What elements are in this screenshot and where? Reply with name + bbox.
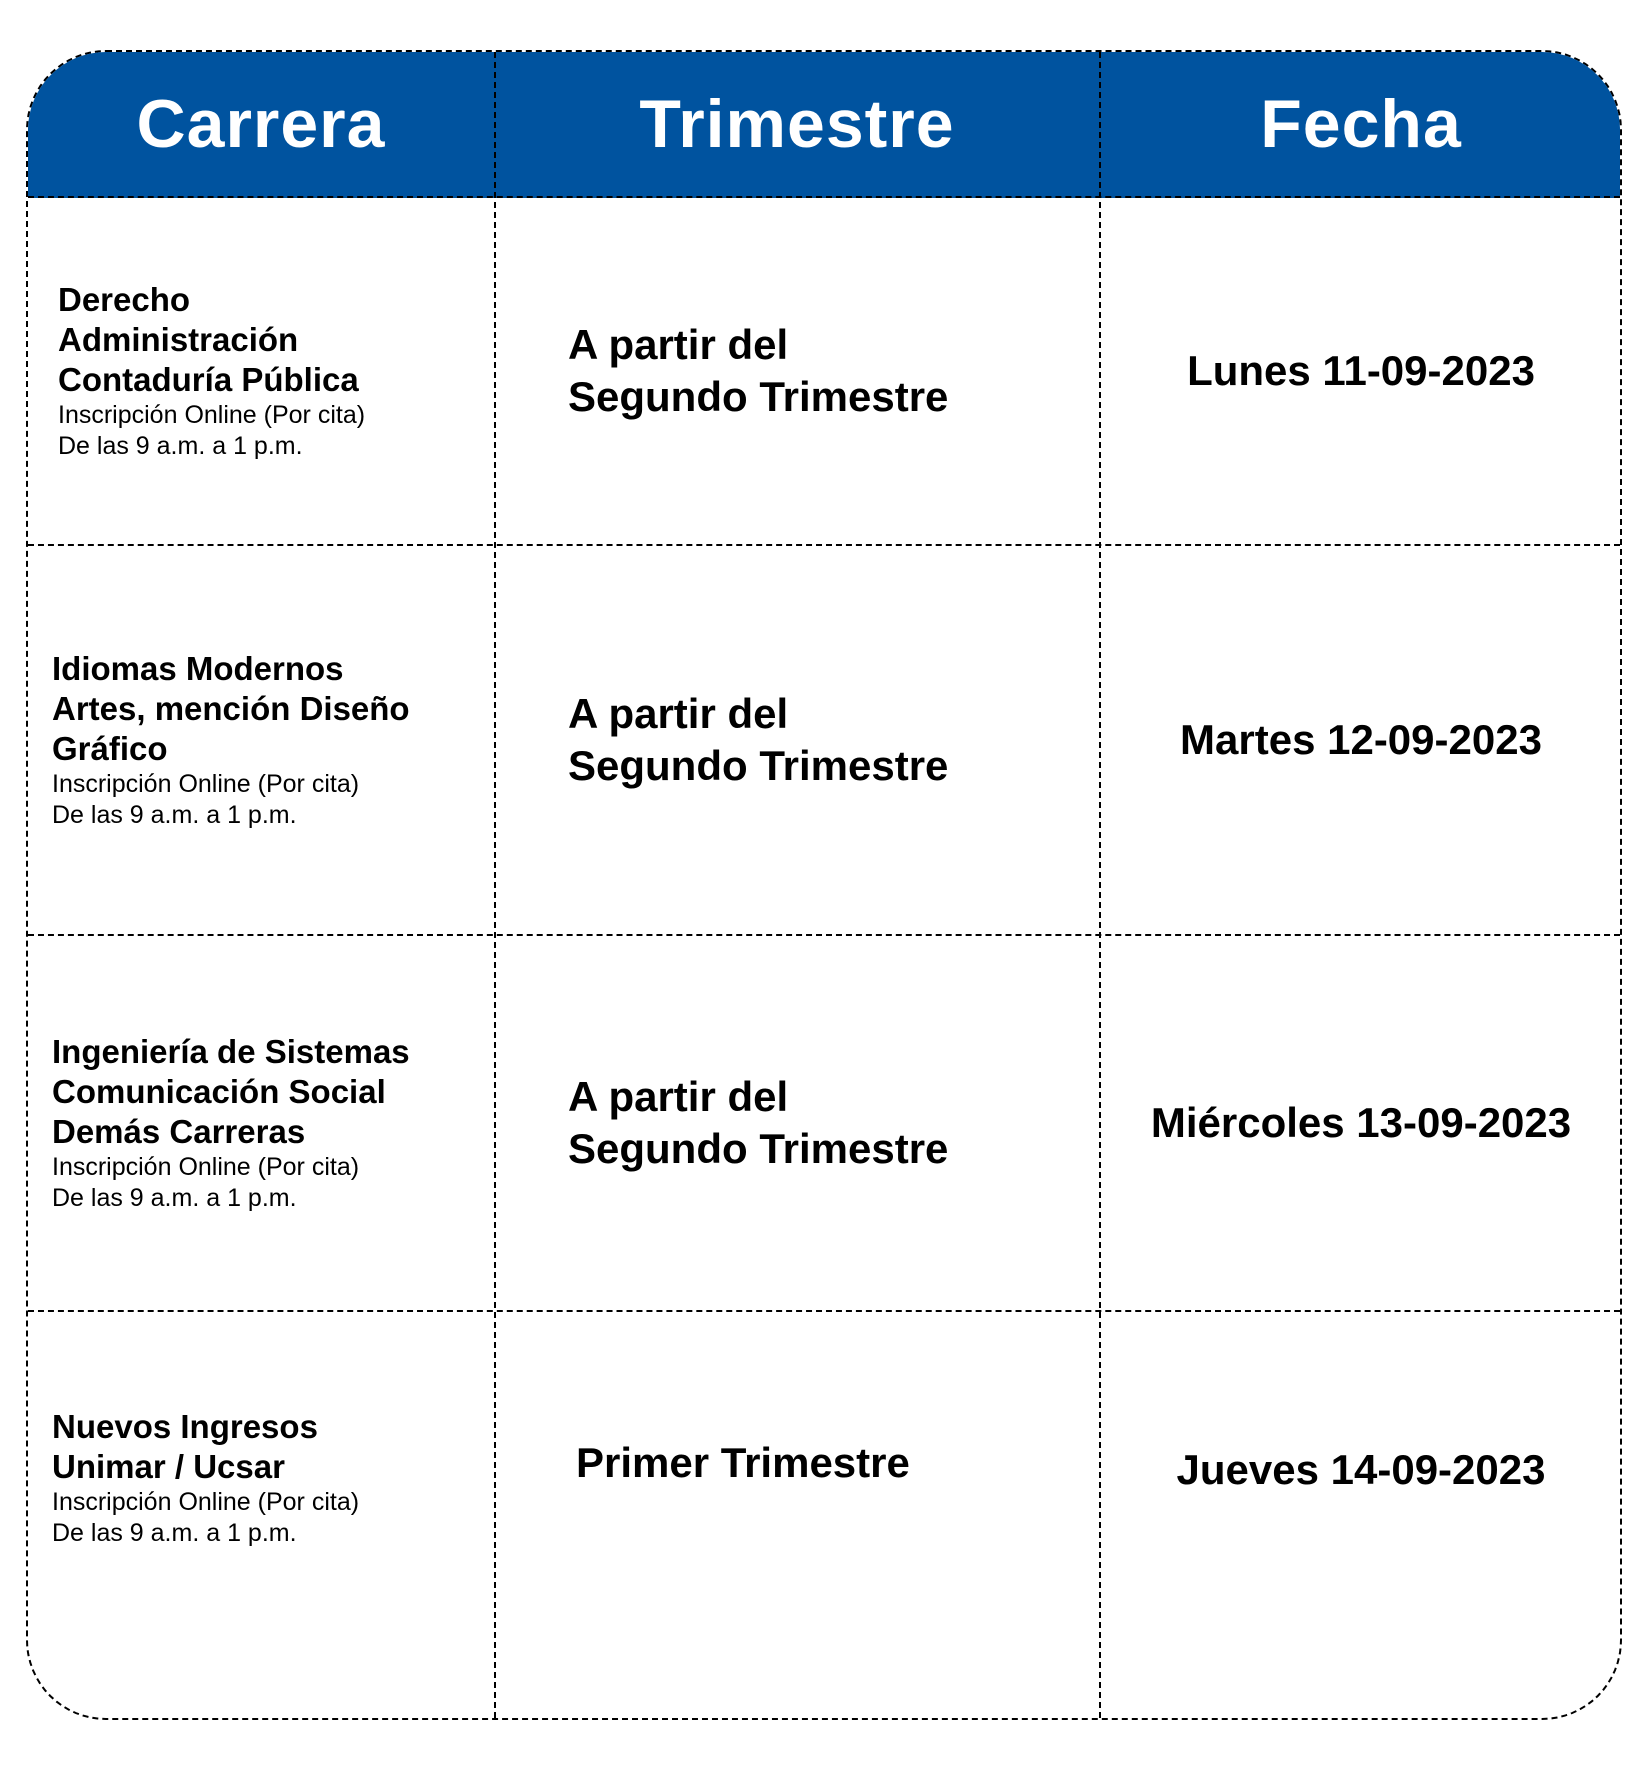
trimestre-text: A partir del [568,1073,789,1120]
trimestre-text: Segundo Trimestre [568,742,949,789]
table-header [28,52,1620,198]
header-carrera: Carrera [136,86,386,162]
registration-note: Inscripción Online (Por cita) [52,770,360,798]
trimestre-text: A partir del [568,321,789,368]
table-row-2-trimestre [568,546,1088,934]
registration-note: Inscripción Online (Por cita) [52,1153,360,1181]
fecha-text: Jueves 14-09-2023 [1176,1446,1546,1493]
table-row-1-carrera [58,198,488,544]
table-row-3-fecha [1100,936,1622,1310]
table-row-4-trimestre [576,1312,1088,1710]
registration-hours: De las 9 a.m. a 1 p.m. [52,1184,297,1212]
registration-note: Inscripción Online (Por cita) [58,401,366,429]
table-row-2-carrera [52,546,490,934]
career-name: Idiomas Modernos [52,650,344,687]
trimestre-text: Primer Trimestre [576,1439,910,1486]
career-name: Ingeniería de Sistemas [52,1033,410,1070]
trimestre-text: Segundo Trimestre [568,1125,949,1172]
career-name: Derecho [58,281,191,318]
header-trimestre: Trimestre [639,86,955,162]
schedule-table [26,50,1622,1720]
fecha-text: Martes 12-09-2023 [1180,716,1542,763]
registration-hours: De las 9 a.m. a 1 p.m. [52,1519,297,1547]
table-row-3-trimestre [568,936,1088,1310]
career-name: Nuevos Ingresos [52,1408,318,1445]
table-row-1-fecha [1100,198,1622,544]
career-name: Comunicación Social [52,1073,386,1110]
career-name: Demás Carreras [52,1113,306,1150]
career-name: Unimar / Ucsar [52,1448,285,1485]
table-row-4-carrera [52,1312,490,1710]
registration-hours: De las 9 a.m. a 1 p.m. [52,801,297,829]
career-name: Contaduría Pública [58,361,359,398]
trimestre-text: Segundo Trimestre [568,373,949,420]
table-row-3-carrera [52,936,492,1310]
column-divider-1 [494,52,496,1718]
header-fecha: Fecha [1260,86,1462,162]
table-row-4-fecha [1100,1312,1622,1710]
table-row-2-fecha [1100,546,1622,934]
registration-hours: De las 9 a.m. a 1 p.m. [58,432,303,460]
career-name: Artes, mención Diseño [52,690,410,727]
registration-note: Inscripción Online (Por cita) [52,1488,360,1516]
fecha-text: Lunes 11-09-2023 [1187,347,1535,394]
trimestre-text: A partir del [568,690,789,737]
table-row-1-trimestre [568,198,1088,544]
career-name: Gráfico [52,730,168,767]
fecha-text: Miércoles 13-09-2023 [1150,1099,1572,1146]
career-name: Administración [58,321,299,358]
